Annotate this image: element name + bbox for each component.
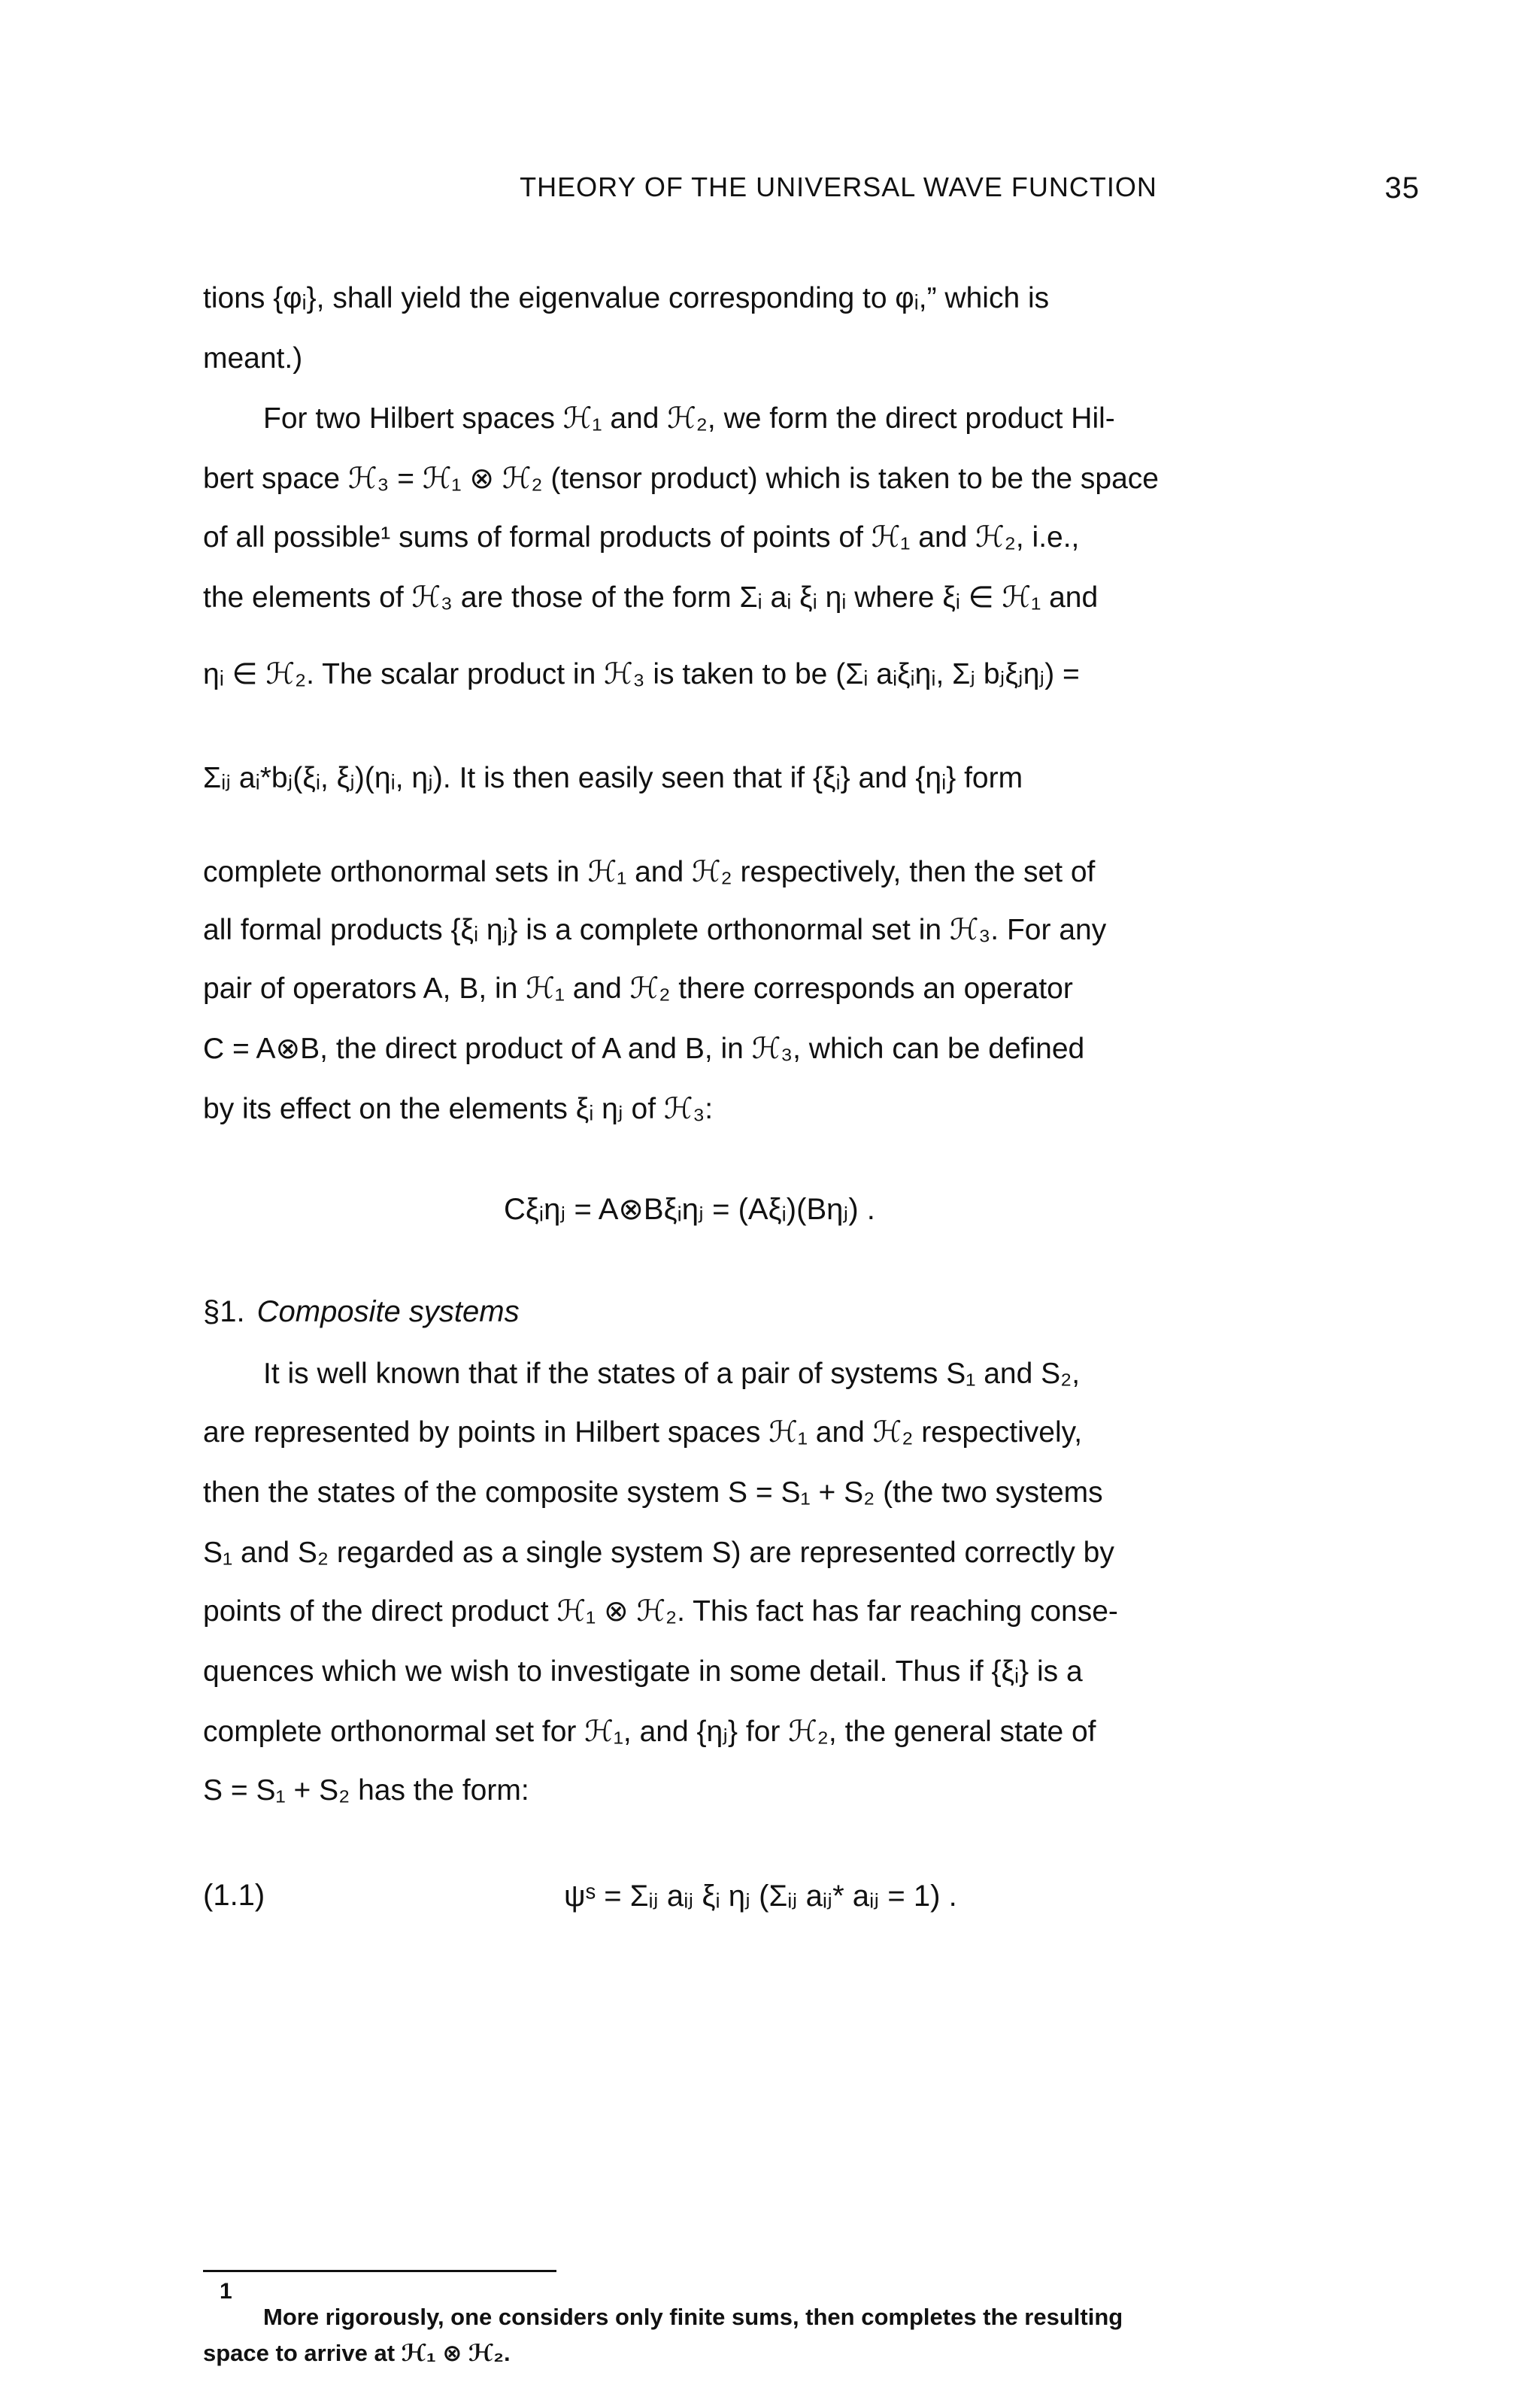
- footnote-mark: 1: [220, 2279, 232, 2304]
- section-heading: [203, 1295, 520, 1329]
- body-line: pair of operators A, B, in ℋ₁ and ℋ₂ there corresponds an operator: [203, 972, 1073, 1005]
- body-line: of all possible¹ sums of formal products of points of ℋ₁ and ℋ₂, i.e.,: [203, 521, 1080, 554]
- body-line: It is well known that if the states of a pair of systems S₁ and S₂,: [263, 1358, 1081, 1390]
- running-title: THEORY OF THE UNIVERSAL WAVE FUNCTION: [520, 171, 1157, 202]
- body-line: C = A⊗B, the direct product of A and B, in ℋ₃, which can be defined: [203, 1033, 1085, 1065]
- body-line: tions {φᵢ}, shall yield the eigenvalue corresponding to φᵢ,” which is: [203, 282, 1050, 314]
- body-line: all formal products {ξᵢ ηⱼ} is a complete orthonormal set in ℋ₃. For any: [203, 914, 1107, 946]
- body-line: are represented by points in Hilbert spaces ℋ₁ and ℋ₂ respectively,: [203, 1416, 1083, 1449]
- body-line: S = S₁ + S₂ has the form:: [203, 1774, 529, 1807]
- body-line: meant.): [203, 342, 303, 375]
- body-line: For two Hilbert spaces ℋ₁ and ℋ₂, we form the direct product Hil-: [263, 402, 1115, 435]
- section-number: §1.: [203, 1295, 245, 1328]
- footnote-line: space to arrive at ℋ₁ ⊗ ℋ₂.: [203, 2340, 511, 2366]
- body-line: bert space ℋ₃ = ℋ₁ ⊗ ℋ₂ (tensor product) which is taken to be the space: [203, 463, 1159, 495]
- body-line: S₁ and S₂ regarded as a single system S) are represented correctly by: [203, 1537, 1114, 1569]
- page-header: [0, 171, 1540, 217]
- body-line: ηᵢ ∈ ℋ₂. The scalar product in ℋ₃ is taken to be (Σᵢ aᵢξᵢηᵢ, Σⱼ bⱼξⱼηⱼ) =: [203, 658, 1080, 690]
- body-line: by its effect on the elements ξᵢ ηⱼ of ℋ₃:: [203, 1093, 714, 1125]
- section-title: Composite systems: [256, 1295, 520, 1328]
- body-line: complete orthonormal sets in ℋ₁ and ℋ₂ respectively, then the set of: [203, 856, 1096, 888]
- footnote-line: More rigorously, one considers only finite sums, then completes the resulting: [263, 2304, 1123, 2330]
- body-line: then the states of the composite system S = S₁ + S₂ (the two systems: [203, 1476, 1103, 1509]
- body-line: the elements of ℋ₃ are those of the form Σᵢ aᵢ ξᵢ ηᵢ where ξᵢ ∈ ℋ₁ and: [203, 581, 1099, 614]
- body-line: quences which we wish to investigate in some detail. Thus if {ξᵢ} is a: [203, 1655, 1083, 1688]
- body-line: complete orthonormal set for ℋ₁, and {ηⱼ} for ℋ₂, the general state of: [203, 1716, 1096, 1748]
- body-line: Σᵢⱼ aᵢ*bⱼ(ξᵢ, ξⱼ)(ηᵢ, ηⱼ). It is then easily seen that if {ξᵢ} and {ηᵢ} form: [203, 762, 1023, 794]
- display-equation: Cξᵢηⱼ = A⊗Bξᵢηⱼ = (Aξᵢ)(Bηⱼ) .: [504, 1193, 875, 1226]
- footnote-rule: [203, 2270, 556, 2272]
- page-number: 35: [1384, 171, 1420, 205]
- equation-label: (1.1): [203, 1879, 265, 1912]
- body-line: points of the direct product ℋ₁ ⊗ ℋ₂. This fact has far reaching conse-: [203, 1595, 1118, 1628]
- equation-body: ψˢ = Σᵢⱼ aᵢⱼ ξᵢ ηⱼ (Σᵢⱼ aᵢⱼ* aᵢⱼ = 1) .: [564, 1880, 957, 1913]
